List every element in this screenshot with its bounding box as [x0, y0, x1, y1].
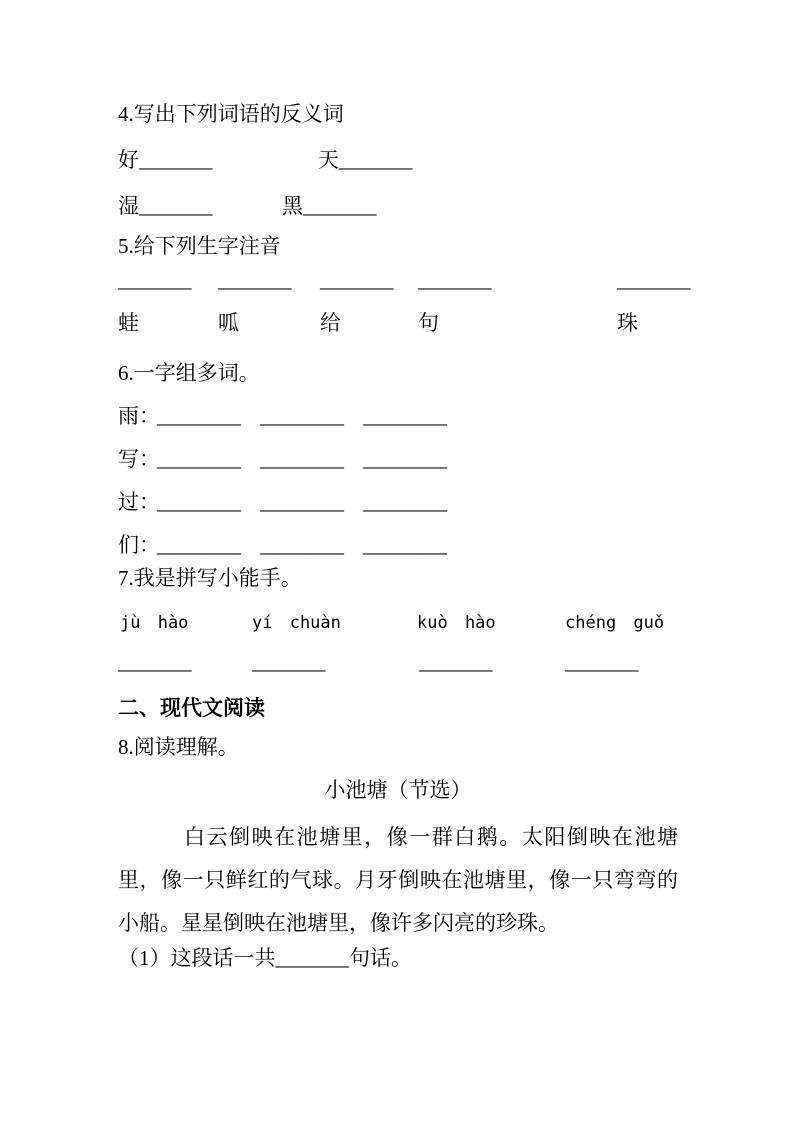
answer-blank: _______ — [320, 268, 394, 292]
passage-title: 小池塘（节选） — [324, 778, 472, 802]
answer-blank: _______ — [118, 268, 192, 292]
antonym-item — [318, 148, 413, 172]
question-7-title: 7.我是拼写小能手。 — [118, 566, 302, 590]
answer-blank: ________ — [157, 533, 241, 557]
answer-blank: ________ — [260, 404, 344, 428]
question-8-title: 8.阅读理解。 — [118, 735, 239, 759]
section-2-heading: 二、现代文阅读 — [118, 696, 265, 720]
answer-blank: ________ — [363, 404, 447, 428]
antonym-item — [118, 148, 213, 172]
answer-blank: _______ — [418, 268, 492, 292]
question-6-title: 6.一字组多词。 — [118, 361, 260, 385]
target-character: 呱 — [218, 311, 239, 335]
sub-question-1: （1）这段话一共_______句话。 — [118, 946, 412, 970]
answer-blank: ________ — [363, 533, 447, 557]
word-row-label: 雨： — [118, 404, 160, 428]
answer-blank: ________ — [260, 490, 344, 514]
answer-blank: _______ — [339, 148, 413, 172]
answer-blank: ________ — [260, 533, 344, 557]
antonym-item — [118, 194, 213, 218]
word-row-label: 过： — [118, 490, 160, 514]
answer-blank: _______ — [252, 650, 326, 674]
pinyin-prompt: jù hào — [120, 613, 189, 633]
pinyin-prompt: kuò hào — [417, 613, 496, 633]
antonym-word: 好 — [118, 148, 139, 172]
answer-blank: _______ — [617, 268, 691, 292]
answer-blank: _______ — [419, 650, 493, 674]
pinyin-prompt: yí chuàn — [252, 613, 341, 633]
answer-blank: ________ — [157, 490, 241, 514]
answer-blank: _______ — [139, 148, 213, 172]
answer-blank: ________ — [363, 490, 447, 514]
antonym-word: 天 — [318, 148, 339, 172]
answer-blank: ________ — [363, 447, 447, 471]
target-character: 给 — [320, 311, 341, 335]
antonym-item — [282, 194, 377, 218]
antonym-word: 黑 — [282, 194, 303, 218]
pinyin-prompt: chéng guǒ — [565, 613, 665, 633]
answer-blank: _______ — [118, 650, 192, 674]
answer-blank: ________ — [157, 447, 241, 471]
question-4-title: 4.写出下列词语的反义词 — [118, 102, 344, 126]
antonym-word: 湿 — [118, 194, 139, 218]
answer-blank: _______ — [139, 194, 213, 218]
answer-blank: _______ — [565, 650, 639, 674]
answer-blank: ________ — [157, 404, 241, 428]
answer-blank: ________ — [260, 447, 344, 471]
target-character: 珠 — [617, 311, 638, 335]
answer-blank: _______ — [303, 194, 377, 218]
passage-text: 白云倒映在池塘里，像一群白鹅。太阳倒映在池塘里，像一只鲜红的气球。月牙倒映在池塘里，像一只弯弯的小船。星星倒映在池塘里，像许多闪亮的珍珠。 — [118, 825, 678, 935]
target-character: 句 — [418, 311, 439, 335]
target-character: 蛙 — [118, 311, 139, 335]
answer-blank: _______ — [218, 268, 292, 292]
word-row-label: 们： — [118, 533, 160, 557]
word-row-label: 写： — [118, 447, 160, 471]
question-5-title: 5.给下列生字注音 — [118, 234, 281, 258]
